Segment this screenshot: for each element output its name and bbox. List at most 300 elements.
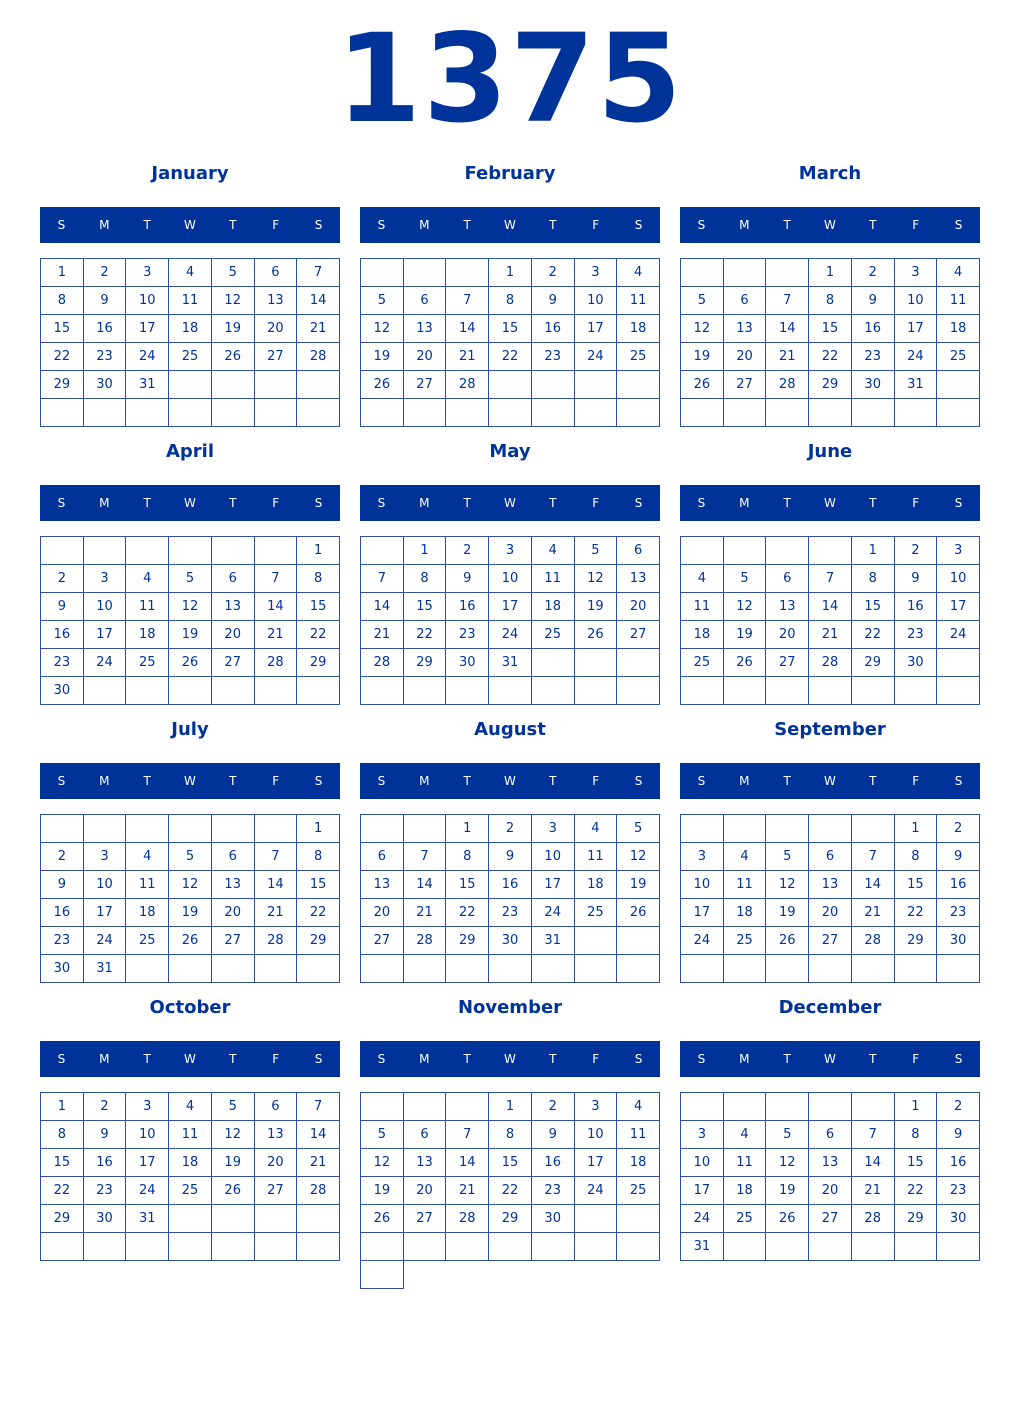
- day-cell: 28: [446, 371, 489, 399]
- day-cell: 14: [446, 1149, 489, 1177]
- day-cell: 24: [126, 1177, 169, 1205]
- weekday-label: F: [592, 1052, 600, 1066]
- day-cell: 18: [724, 1177, 767, 1205]
- day-cell: 24: [84, 927, 127, 955]
- weekday-label: M: [419, 774, 430, 788]
- weekday-header: [680, 485, 980, 521]
- day-cell: [446, 955, 489, 983]
- day-cell: [809, 815, 852, 843]
- day-cell: [852, 399, 895, 427]
- day-cell: [724, 677, 767, 705]
- weekday-label: F: [272, 774, 280, 788]
- day-cell: [937, 649, 980, 677]
- day-cell: 24: [126, 343, 169, 371]
- day-cell: [126, 955, 169, 983]
- day-grid: [680, 536, 980, 705]
- month-block: [40, 438, 340, 706]
- day-cell: 10: [681, 871, 724, 899]
- day-cell: 25: [681, 649, 724, 677]
- day-cell: 18: [169, 1149, 212, 1177]
- day-cell: 1: [895, 815, 938, 843]
- year-title: 1375: [336, 8, 684, 150]
- day-cell: 16: [532, 315, 575, 343]
- day-cell: [575, 1205, 618, 1233]
- day-cell: 9: [41, 593, 84, 621]
- weekday-label: T: [869, 1052, 877, 1066]
- day-cell: 10: [575, 1121, 618, 1149]
- day-cell: 31: [84, 955, 127, 983]
- month-block: [360, 994, 660, 1262]
- day-cell: 4: [724, 843, 767, 871]
- day-cell: 6: [212, 565, 255, 593]
- day-cell: 27: [809, 1205, 852, 1233]
- day-cell: 8: [404, 565, 447, 593]
- weekday-label: T: [143, 218, 151, 232]
- day-cell: [404, 1233, 447, 1261]
- day-cell: 1: [809, 259, 852, 287]
- day-cell: 13: [724, 315, 767, 343]
- day-cell: 20: [724, 343, 767, 371]
- weekday-label: T: [549, 218, 557, 232]
- weekday-label: S: [954, 774, 963, 788]
- day-cell: 20: [404, 343, 447, 371]
- day-cell: 4: [575, 815, 618, 843]
- day-cell: [361, 537, 404, 565]
- day-cell: 16: [41, 899, 84, 927]
- day-cell: [361, 1093, 404, 1121]
- day-cell: 21: [255, 899, 298, 927]
- day-cell: 1: [41, 1093, 84, 1121]
- day-cell: 31: [126, 371, 169, 399]
- day-grid: [680, 1092, 980, 1261]
- day-cell: 10: [895, 287, 938, 315]
- day-cell: [446, 1093, 489, 1121]
- weekday-header: [40, 763, 340, 799]
- day-cell: 13: [809, 871, 852, 899]
- day-cell: 21: [446, 1177, 489, 1205]
- weekday-label: F: [592, 218, 600, 232]
- day-cell: 17: [681, 899, 724, 927]
- weekday-label: S: [377, 1052, 386, 1066]
- weekday-label: S: [57, 218, 66, 232]
- day-cell: [809, 399, 852, 427]
- day-cell: 26: [724, 649, 767, 677]
- day-cell: 11: [169, 287, 212, 315]
- day-cell: 16: [446, 593, 489, 621]
- day-cell: [255, 955, 298, 983]
- day-cell: 13: [255, 287, 298, 315]
- day-cell: 17: [84, 899, 127, 927]
- day-cell: 16: [84, 1149, 127, 1177]
- day-cell: 27: [766, 649, 809, 677]
- day-cell: [617, 649, 660, 677]
- day-cell: 29: [895, 927, 938, 955]
- day-cell: 13: [766, 593, 809, 621]
- day-cell: 10: [575, 287, 618, 315]
- day-cell: 27: [212, 927, 255, 955]
- day-cell: 20: [809, 1177, 852, 1205]
- weekday-label: T: [783, 774, 791, 788]
- day-cell: 29: [809, 371, 852, 399]
- day-cell: 7: [255, 843, 298, 871]
- day-cell: 29: [404, 649, 447, 677]
- day-cell: 5: [212, 259, 255, 287]
- day-cell: 3: [126, 1093, 169, 1121]
- day-cell: 21: [297, 1149, 340, 1177]
- day-cell: [84, 815, 127, 843]
- day-cell: 20: [766, 621, 809, 649]
- day-cell: 25: [532, 621, 575, 649]
- day-cell: 8: [297, 843, 340, 871]
- day-cell: [212, 955, 255, 983]
- day-cell: 30: [84, 371, 127, 399]
- day-cell: 11: [617, 287, 660, 315]
- day-cell: [489, 677, 532, 705]
- day-cell: 11: [724, 1149, 767, 1177]
- day-cell: 25: [724, 1205, 767, 1233]
- weekday-label: S: [954, 496, 963, 510]
- day-cell: 1: [489, 259, 532, 287]
- day-cell: 11: [681, 593, 724, 621]
- day-cell: [84, 399, 127, 427]
- day-cell: 18: [617, 315, 660, 343]
- day-cell: 18: [126, 621, 169, 649]
- day-cell: [681, 1093, 724, 1121]
- day-cell: 21: [297, 315, 340, 343]
- day-cell: [575, 371, 618, 399]
- day-cell: 23: [852, 343, 895, 371]
- weekday-label: W: [184, 1052, 196, 1066]
- day-cell: [297, 677, 340, 705]
- day-cell: [937, 371, 980, 399]
- weekday-header: [360, 485, 660, 521]
- day-cell: 29: [41, 1205, 84, 1233]
- day-cell: [681, 815, 724, 843]
- weekday-label: F: [592, 496, 600, 510]
- day-grid: [680, 258, 980, 427]
- day-cell: 6: [361, 843, 404, 871]
- day-cell: [575, 1233, 618, 1261]
- day-cell: [809, 955, 852, 983]
- day-cell: [404, 955, 447, 983]
- day-cell: 12: [766, 1149, 809, 1177]
- day-cell: 17: [489, 593, 532, 621]
- day-cell: [766, 399, 809, 427]
- day-cell: 24: [532, 899, 575, 927]
- weekday-label: S: [377, 774, 386, 788]
- weekday-label: T: [229, 1052, 237, 1066]
- day-cell: 19: [212, 315, 255, 343]
- day-cell: [895, 1233, 938, 1261]
- day-cell: [446, 677, 489, 705]
- day-cell: 8: [41, 1121, 84, 1149]
- day-cell: 9: [84, 287, 127, 315]
- day-cell: 23: [84, 343, 127, 371]
- day-cell: 10: [681, 1149, 724, 1177]
- day-cell: 3: [895, 259, 938, 287]
- day-cell: 23: [41, 927, 84, 955]
- day-cell: [852, 955, 895, 983]
- day-cell: [617, 927, 660, 955]
- weekday-label: W: [504, 218, 516, 232]
- day-cell: 25: [937, 343, 980, 371]
- day-grid: [680, 814, 980, 983]
- weekday-header: [360, 763, 660, 799]
- day-cell: 7: [766, 287, 809, 315]
- day-cell: [681, 677, 724, 705]
- day-cell: 9: [937, 843, 980, 871]
- day-cell: 12: [724, 593, 767, 621]
- day-grid: [40, 258, 340, 427]
- day-cell: 15: [446, 871, 489, 899]
- day-cell: [489, 399, 532, 427]
- day-cell: 14: [852, 1149, 895, 1177]
- day-cell: 22: [489, 1177, 532, 1205]
- day-cell: [895, 677, 938, 705]
- day-cell: 15: [489, 315, 532, 343]
- weekday-label: T: [869, 774, 877, 788]
- day-cell: 6: [766, 565, 809, 593]
- day-cell: [41, 399, 84, 427]
- day-cell: [489, 371, 532, 399]
- day-cell: 18: [937, 315, 980, 343]
- day-cell: [937, 955, 980, 983]
- day-cell: 12: [212, 287, 255, 315]
- weekday-label: T: [143, 496, 151, 510]
- weekday-header: [680, 763, 980, 799]
- day-cell: [766, 1233, 809, 1261]
- day-cell: [617, 677, 660, 705]
- day-cell: [724, 259, 767, 287]
- weekday-label: T: [783, 1052, 791, 1066]
- weekday-label: W: [184, 774, 196, 788]
- weekday-label: T: [783, 218, 791, 232]
- weekday-label: W: [504, 1052, 516, 1066]
- day-cell: 2: [532, 1093, 575, 1121]
- day-cell: [724, 537, 767, 565]
- day-cell: 5: [361, 1121, 404, 1149]
- day-cell: 11: [126, 593, 169, 621]
- day-cell: 30: [41, 677, 84, 705]
- day-cell: 15: [809, 315, 852, 343]
- weekday-label: M: [99, 1052, 110, 1066]
- day-cell: 26: [766, 1205, 809, 1233]
- day-cell: 5: [617, 815, 660, 843]
- weekday-label: F: [592, 774, 600, 788]
- day-cell: 5: [169, 565, 212, 593]
- day-cell: 3: [84, 843, 127, 871]
- weekday-label: S: [954, 218, 963, 232]
- weekday-label: S: [634, 496, 643, 510]
- month-name: May: [489, 441, 531, 462]
- day-cell: 10: [84, 871, 127, 899]
- day-cell: 3: [681, 1121, 724, 1149]
- day-cell: 4: [532, 537, 575, 565]
- weekday-label: T: [463, 1052, 471, 1066]
- day-cell: 5: [212, 1093, 255, 1121]
- weekday-label: W: [824, 774, 836, 788]
- day-cell: 6: [404, 1121, 447, 1149]
- day-cell: [724, 399, 767, 427]
- weekday-label: T: [463, 218, 471, 232]
- day-cell: 19: [361, 343, 404, 371]
- day-cell: 22: [852, 621, 895, 649]
- weekday-label: W: [184, 496, 196, 510]
- day-cell: 4: [169, 259, 212, 287]
- day-cell: 24: [575, 1177, 618, 1205]
- day-cell: [532, 649, 575, 677]
- day-cell: 27: [404, 371, 447, 399]
- month-name: April: [165, 441, 215, 462]
- day-cell: 6: [212, 843, 255, 871]
- day-cell: 31: [126, 1205, 169, 1233]
- day-cell: [446, 399, 489, 427]
- day-cell: 27: [809, 927, 852, 955]
- day-cell: 15: [489, 1149, 532, 1177]
- day-cell: 17: [84, 621, 127, 649]
- day-cell: 23: [84, 1177, 127, 1205]
- day-cell: [809, 537, 852, 565]
- day-cell: 14: [297, 1121, 340, 1149]
- day-cell: 22: [809, 343, 852, 371]
- day-cell: [532, 399, 575, 427]
- day-cell: 28: [852, 1205, 895, 1233]
- day-cell: [575, 927, 618, 955]
- day-cell: [212, 371, 255, 399]
- weekday-label: S: [697, 774, 706, 788]
- day-cell: [169, 537, 212, 565]
- day-cell: 8: [852, 565, 895, 593]
- day-cell: 13: [212, 871, 255, 899]
- day-cell: [724, 815, 767, 843]
- day-cell: 6: [809, 1121, 852, 1149]
- day-cell: 14: [297, 287, 340, 315]
- day-cell: [126, 815, 169, 843]
- weekday-header: [680, 1041, 980, 1077]
- day-cell: [361, 399, 404, 427]
- weekday-label: S: [634, 774, 643, 788]
- day-cell: 30: [937, 1205, 980, 1233]
- day-cell: 1: [489, 1093, 532, 1121]
- day-cell: [446, 259, 489, 287]
- day-cell: 31: [895, 371, 938, 399]
- day-cell: 23: [937, 1177, 980, 1205]
- day-cell: 9: [84, 1121, 127, 1149]
- day-cell: 16: [41, 621, 84, 649]
- weekday-label: S: [634, 218, 643, 232]
- weekday-label: M: [99, 496, 110, 510]
- weekday-label: M: [419, 218, 430, 232]
- day-cell: 27: [361, 927, 404, 955]
- day-cell: 23: [446, 621, 489, 649]
- day-cell: 2: [852, 259, 895, 287]
- day-cell: [852, 1093, 895, 1121]
- day-cell: 14: [361, 593, 404, 621]
- day-cell: 20: [361, 899, 404, 927]
- day-cell: [255, 677, 298, 705]
- day-cell: 5: [766, 1121, 809, 1149]
- day-cell: [255, 399, 298, 427]
- day-cell: 10: [84, 593, 127, 621]
- weekday-label: T: [463, 496, 471, 510]
- day-cell: [766, 677, 809, 705]
- day-cell: 2: [84, 259, 127, 287]
- day-cell: [575, 955, 618, 983]
- day-cell: 26: [766, 927, 809, 955]
- weekday-label: S: [377, 496, 386, 510]
- day-cell: 26: [212, 343, 255, 371]
- day-cell: 14: [255, 593, 298, 621]
- day-cell: [169, 955, 212, 983]
- day-cell: 24: [681, 1205, 724, 1233]
- day-cell: 25: [126, 649, 169, 677]
- day-cell: 13: [361, 871, 404, 899]
- day-cell: 1: [404, 537, 447, 565]
- day-grid: [360, 536, 660, 705]
- day-cell: [169, 371, 212, 399]
- weekday-label: T: [143, 774, 151, 788]
- day-cell: 26: [169, 649, 212, 677]
- day-cell: 19: [169, 621, 212, 649]
- day-cell: 10: [126, 287, 169, 315]
- day-cell: 17: [937, 593, 980, 621]
- day-cell: 7: [255, 565, 298, 593]
- day-grid: [360, 258, 660, 427]
- weekday-label: S: [954, 1052, 963, 1066]
- day-cell: 18: [681, 621, 724, 649]
- day-cell: 24: [895, 343, 938, 371]
- day-cell: 31: [489, 649, 532, 677]
- day-cell: [212, 677, 255, 705]
- day-cell: [489, 955, 532, 983]
- day-cell: 30: [852, 371, 895, 399]
- day-cell: 30: [895, 649, 938, 677]
- day-cell: 23: [532, 343, 575, 371]
- day-cell: 24: [575, 343, 618, 371]
- day-cell: 20: [255, 315, 298, 343]
- weekday-label: T: [229, 218, 237, 232]
- day-cell: 16: [937, 1149, 980, 1177]
- day-cell: [766, 815, 809, 843]
- day-cell: 22: [41, 343, 84, 371]
- day-cell: 14: [852, 871, 895, 899]
- day-cell: 17: [575, 1149, 618, 1177]
- day-cell: [404, 1093, 447, 1121]
- day-cell: 22: [404, 621, 447, 649]
- day-cell: [766, 1093, 809, 1121]
- month-name: June: [807, 441, 853, 462]
- day-cell: 21: [852, 899, 895, 927]
- day-cell: 5: [766, 843, 809, 871]
- day-cell: [766, 955, 809, 983]
- day-cell: 14: [446, 315, 489, 343]
- day-cell: 12: [617, 843, 660, 871]
- day-cell: 3: [575, 259, 618, 287]
- weekday-label: F: [272, 496, 280, 510]
- day-grid: [40, 814, 340, 983]
- day-cell: 5: [361, 287, 404, 315]
- day-cell: 6: [617, 537, 660, 565]
- day-cell: 30: [446, 649, 489, 677]
- day-cell: [724, 1093, 767, 1121]
- month-block: [40, 716, 340, 984]
- day-cell: 31: [681, 1233, 724, 1261]
- day-cell: [255, 371, 298, 399]
- weekday-label: S: [57, 1052, 66, 1066]
- day-cell: 15: [404, 593, 447, 621]
- day-cell: 25: [126, 927, 169, 955]
- day-cell: 22: [41, 1177, 84, 1205]
